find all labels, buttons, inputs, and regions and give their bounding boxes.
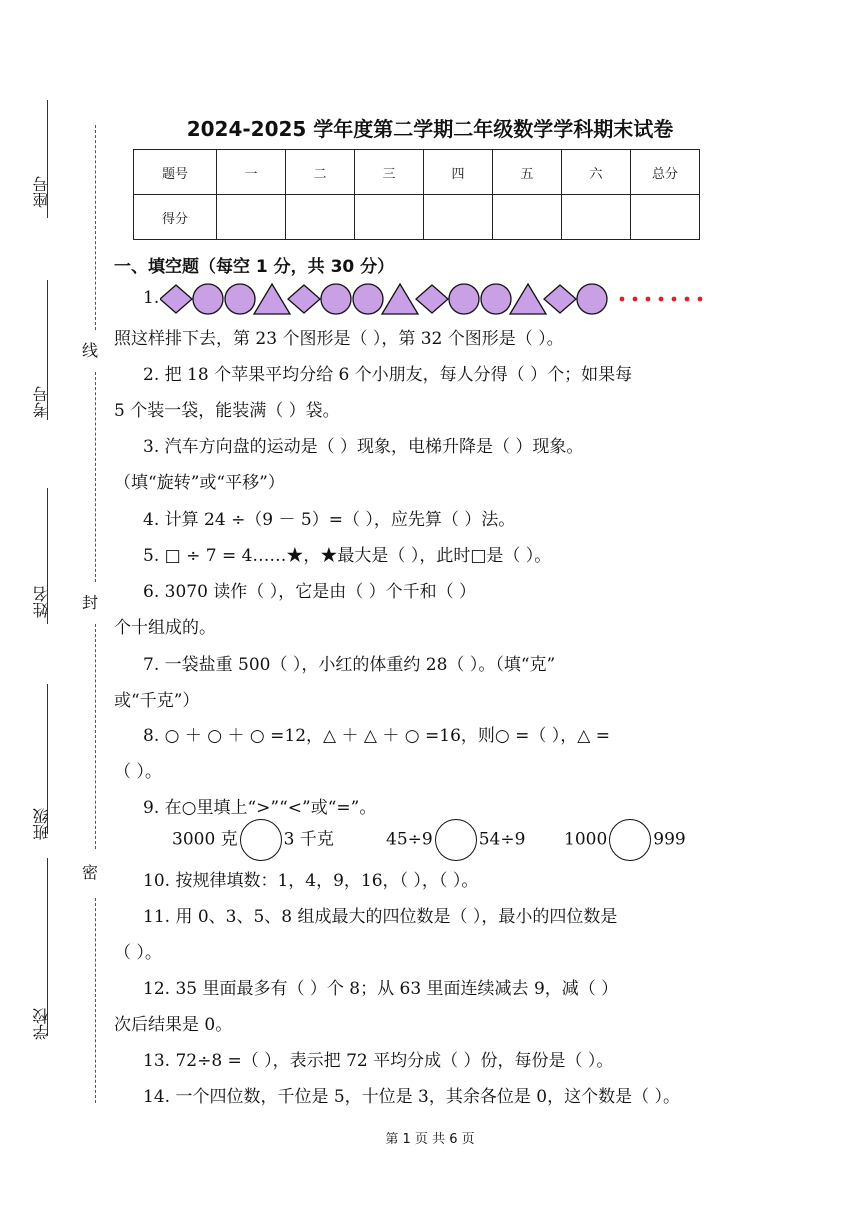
binding-char-line: 线 [82, 341, 99, 360]
score-entry-cell[interactable] [286, 195, 355, 240]
q2-line1: 2. 把 18 个苹果平均分给 6 个小朋友，每人分得（ ）个；如果每 [143, 365, 633, 385]
q1-triangle-shape [510, 284, 546, 314]
q9-compare-item [386, 819, 525, 861]
school-label: 学校 [32, 1008, 51, 1040]
q11-line1: 11. 用 0、3、5、8 组成最大的四位数是（ ），最小的四位数是 [143, 907, 618, 927]
score-header-cell: 题号 [134, 150, 217, 195]
score-entry-cell[interactable] [631, 195, 700, 240]
q5-line: 5. □ ÷ 7 = 4……★，★最大是（ ），此时□是（ ）。 [143, 546, 552, 566]
q1-diamond-shape [160, 285, 192, 313]
q1-continuation-dot [620, 297, 625, 302]
q3-line1: 3. 汽车方向盘的运动是（ ）现象，电梯升降是（ ）现象。 [143, 437, 584, 457]
q1-diamond-shape [416, 285, 448, 313]
binding-dashed-line [95, 372, 96, 582]
q1-continuation-dot [646, 297, 651, 302]
q1-circle-shape [321, 284, 351, 314]
q9-left: 45÷9 [386, 829, 433, 850]
q12-line1: 12. 35 里面最多有（ ）个 8；从 63 里面连续减去 9，减（ ） [143, 979, 619, 999]
q1-text: 照这样排下去，第 23 个图形是（ ），第 32 个图形是（ ）。 [114, 329, 564, 349]
q9-right: 999 [653, 829, 686, 850]
q2-line2: 5 个装一袋，能装满（ ）袋。 [114, 401, 340, 421]
score-header-cell: 六 [562, 150, 631, 195]
name-label: 姓名 [32, 586, 51, 618]
q1-triangle-shape [382, 284, 418, 314]
q1-circle-shape [225, 284, 255, 314]
q1-continuation-dot [698, 297, 703, 302]
score-table-score-row [134, 195, 700, 240]
q1-continuation-dot [672, 297, 677, 302]
compare-circle[interactable] [609, 819, 651, 861]
q1-circle-shape [193, 284, 223, 314]
q1-number: 1. [143, 288, 160, 308]
q12-line2: 次后结果是 0。 [114, 1015, 233, 1035]
q7-line1: 7. 一袋盐重 500（ ），小红的体重约 28（ ）。（填“克” [143, 655, 556, 675]
exam-no-label: 考号 [32, 386, 51, 418]
q9-compare-item [564, 819, 686, 861]
q9-line: 9. 在○里填上“>”“<”或“=”。 [143, 798, 377, 818]
section-heading: 一、填空题（每空 1 分，共 30 分） [114, 257, 395, 277]
binding-char-seal: 封 [82, 593, 99, 612]
class-label: 班级 [32, 808, 51, 840]
q1-circle-shape [353, 284, 383, 314]
score-header-cell: 四 [424, 150, 493, 195]
q13-line: 13. 72÷8 =（ ），表示把 72 平均分成（ ）份，每份是（ ）。 [143, 1051, 614, 1071]
q1-triangle-shape [254, 284, 290, 314]
score-header-cell: 一 [217, 150, 286, 195]
q1-continuation-dot [685, 297, 690, 302]
score-table [133, 149, 700, 240]
q9-left: 3000 克 [172, 829, 238, 850]
q1-diamond-shape [288, 285, 320, 313]
q4-line: 4. 计算 24 ÷（9 － 5）=（ ），应先算（ ）法。 [143, 510, 516, 530]
compare-circle[interactable] [435, 819, 477, 861]
score-entry-cell[interactable] [424, 195, 493, 240]
score-entry-cell[interactable] [493, 195, 562, 240]
score-header-cell: 三 [355, 150, 424, 195]
q14-line: 14. 一个四位数，千位是 5，十位是 3，其余各位是 0，这个数是（ ）。 [143, 1087, 681, 1107]
q1-shape-sequence [160, 282, 730, 316]
seat-label: 座号 [32, 176, 51, 208]
q1-continuation-dot [659, 297, 664, 302]
score-entry-cell[interactable] [217, 195, 286, 240]
score-header-cell: 五 [493, 150, 562, 195]
q1-diamond-shape [544, 285, 576, 313]
q1-circle-shape [449, 284, 479, 314]
score-row-label: 得分 [134, 195, 217, 240]
q1-continuation-dot [633, 297, 638, 302]
page-footer: 第 1 页 共 6 页 [385, 1132, 475, 1147]
q9-right: 54÷9 [478, 829, 526, 850]
q9-right: 3 千克 [283, 829, 334, 850]
q8-line1: 8. ○ ＋ ○ ＋ ○ =12，△ ＋ △ ＋ ○ =16，则○ =（ ），△ = [143, 726, 611, 746]
q9-left: 1000 [564, 829, 608, 850]
binding-char-secret: 密 [82, 863, 99, 882]
score-entry-cell[interactable] [562, 195, 631, 240]
q7-line2: 或“千克”） [114, 691, 200, 711]
binding-dashed-line [95, 125, 96, 330]
q9-compare-item [172, 819, 334, 861]
q6-line1: 6. 3070 读作（ ），它是由（ ）个千和（ ） [143, 582, 477, 602]
q1-circle-shape [577, 284, 607, 314]
q10-line: 10. 按规律填数：1，4，9，16，（ ），（ ）。 [143, 871, 479, 891]
compare-circle[interactable] [240, 819, 282, 861]
score-table-header-row [134, 150, 700, 195]
score-header-cell: 总分 [631, 150, 700, 195]
q3-line2: （填“旋转”或“平移”） [114, 473, 285, 493]
score-entry-cell[interactable] [355, 195, 424, 240]
binding-dashed-line [95, 624, 96, 849]
q1-circle-shape [481, 284, 511, 314]
q11-line2: （ ）。 [114, 943, 162, 963]
q8-line2: （ ）。 [114, 762, 162, 782]
binding-dashed-line [95, 898, 96, 1103]
score-header-cell: 二 [286, 150, 355, 195]
exam-title: 2024-2025 学年度第二学期二年级数学学科期末试卷 [186, 117, 674, 141]
q6-line2: 个十组成的。 [114, 618, 216, 638]
